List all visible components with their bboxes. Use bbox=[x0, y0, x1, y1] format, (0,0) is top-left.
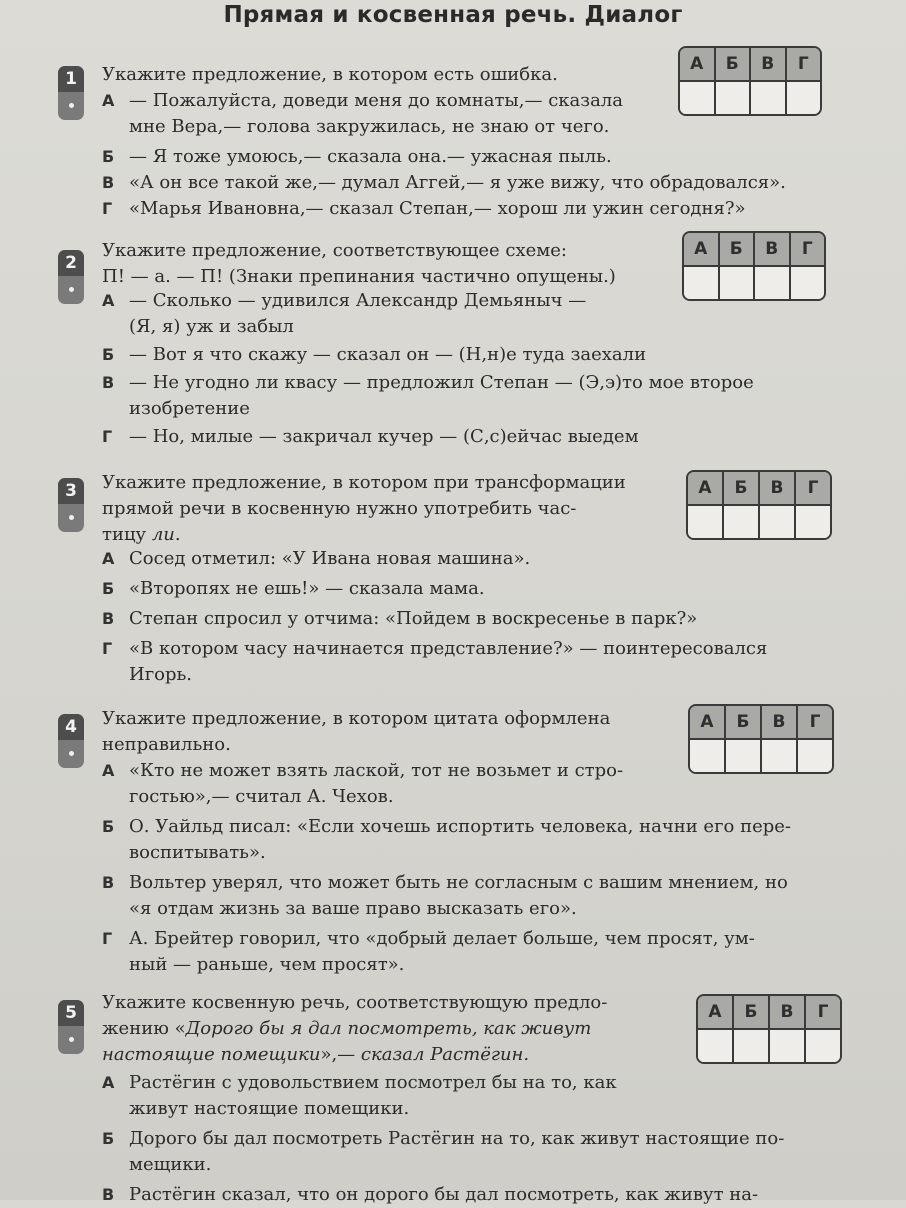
answer-cell-b[interactable] bbox=[714, 82, 750, 114]
option-b[interactable] bbox=[102, 814, 842, 866]
header-cell: А bbox=[698, 478, 712, 498]
question-text: »,— bbox=[320, 1044, 361, 1065]
header-cell: В bbox=[749, 48, 785, 80]
task-number: 1 bbox=[58, 66, 84, 92]
option-letter: В bbox=[102, 609, 115, 628]
task-question bbox=[102, 62, 662, 88]
task-number-badge bbox=[58, 66, 84, 120]
answer-grid-1 bbox=[678, 46, 822, 116]
option-letter: А bbox=[102, 761, 115, 780]
question-line: прямой речи в косвенную нужно употребить час- bbox=[102, 498, 577, 519]
header-cell: В bbox=[760, 706, 796, 738]
dot-icon bbox=[69, 751, 74, 756]
answer-grid-header bbox=[690, 706, 832, 738]
option-letter: Г bbox=[102, 199, 113, 218]
header-cell: А bbox=[708, 1002, 722, 1022]
option-line: Вольтер уверял, что может быть не согласным с вашим мнением, но bbox=[129, 872, 788, 893]
question-line bbox=[102, 1042, 672, 1068]
option-b[interactable] bbox=[102, 576, 832, 602]
question-italic: Дорого бы я дал посмотреть, как живут bbox=[185, 1018, 592, 1039]
option-letter: Б bbox=[102, 817, 115, 836]
option-v[interactable] bbox=[102, 606, 832, 632]
option-line: (Я, я) уж и забыл bbox=[129, 316, 294, 337]
option-line: «Марья Ивановна,— сказал Степан,— хорош ли ужин сегодня?» bbox=[129, 198, 746, 219]
answer-cell-v[interactable] bbox=[758, 506, 794, 538]
option-line: А. Брейтер говорил, что «добрый делает больше, чем просят, ум- bbox=[129, 928, 755, 949]
option-line: мне Вера,— голова закружилась, не знаю от чего. bbox=[129, 116, 610, 137]
answer-cell-g[interactable] bbox=[785, 82, 821, 114]
option-line: — Вот я что скажу — сказал он — (Н,н)е туда заехали bbox=[129, 344, 647, 365]
option-g[interactable] bbox=[102, 196, 822, 222]
option-letter: Б bbox=[102, 579, 115, 598]
option-b[interactable] bbox=[102, 144, 822, 170]
task-number: 3 bbox=[58, 478, 84, 504]
task-number-badge bbox=[58, 478, 84, 532]
option-line: — Не угодно ли квасу — предложил Степан — (Э,э)то мое второе bbox=[129, 372, 754, 393]
option-line: ный — раньше, чем просят». bbox=[129, 954, 405, 975]
option-v[interactable] bbox=[102, 870, 842, 922]
option-letter: Б bbox=[102, 345, 115, 364]
option-line: «я отдам жизнь за ваше право высказать его». bbox=[129, 898, 577, 919]
header-cell: Г bbox=[794, 472, 830, 504]
header-cell: А bbox=[690, 54, 704, 74]
answer-cell-a[interactable] bbox=[690, 740, 724, 772]
question-line bbox=[102, 1016, 672, 1042]
option-line: Растёгин сказал, что он дорого бы дал посмотреть, как живут на- bbox=[129, 1184, 759, 1205]
dot-icon bbox=[69, 287, 74, 292]
option-line: Растёгин с удовольствием посмотрел бы на то, как bbox=[129, 1072, 617, 1093]
option-line: воспитывать». bbox=[129, 842, 266, 863]
option-g[interactable] bbox=[102, 424, 832, 450]
option-line: Сосед отметил: «У Ивана новая машина». bbox=[129, 548, 531, 569]
answer-cell-v[interactable] bbox=[768, 1030, 804, 1062]
answer-cell-a[interactable] bbox=[684, 267, 718, 299]
task-question bbox=[102, 470, 662, 548]
question-italic: ли bbox=[151, 524, 175, 545]
answer-cell-g[interactable] bbox=[796, 740, 832, 772]
header-cell: В bbox=[758, 472, 794, 504]
answer-cell-b[interactable] bbox=[724, 740, 760, 772]
header-cell: В bbox=[753, 233, 789, 265]
answer-grid-header bbox=[684, 233, 824, 265]
task-number: 4 bbox=[58, 714, 84, 740]
question-text: жению « bbox=[102, 1018, 186, 1039]
option-line: — Сколько — удивился Александр Демьяныч — bbox=[129, 290, 587, 311]
answer-grid-5 bbox=[696, 994, 842, 1064]
answer-grid-header bbox=[680, 48, 820, 80]
option-letter: А bbox=[102, 91, 115, 110]
answer-grid-header bbox=[688, 472, 830, 504]
task-question bbox=[102, 238, 662, 290]
option-letter: Г bbox=[102, 639, 113, 658]
question-line: Укажите предложение, в котором при трансформации bbox=[102, 472, 626, 493]
question-line: Укажите предложение, соответствующее схеме: bbox=[102, 240, 567, 261]
answer-grid-3 bbox=[686, 470, 832, 540]
answer-options bbox=[102, 758, 842, 978]
option-letter: В bbox=[102, 173, 115, 192]
option-letter: В bbox=[102, 373, 115, 392]
option-letter: Б bbox=[102, 1129, 115, 1148]
answer-cell-a[interactable] bbox=[698, 1030, 732, 1062]
header-cell: Б bbox=[718, 233, 754, 265]
option-line: — Пожалуйста, доведи меня до комнаты,— сказала bbox=[129, 90, 623, 111]
answer-cell-g[interactable] bbox=[794, 506, 830, 538]
header-cell: Б bbox=[714, 48, 750, 80]
dot-icon bbox=[69, 515, 74, 520]
answer-options bbox=[102, 546, 832, 688]
header-cell: В bbox=[768, 996, 804, 1028]
option-a[interactable] bbox=[102, 1070, 842, 1122]
task-number-badge bbox=[58, 250, 84, 304]
page-title: Прямая и косвенная речь. Диалог bbox=[223, 2, 683, 28]
option-g[interactable] bbox=[102, 636, 832, 688]
answer-options bbox=[102, 288, 832, 450]
answer-grid-input-row bbox=[690, 738, 832, 772]
option-letter: В bbox=[102, 873, 115, 892]
answer-cell-b[interactable] bbox=[732, 1030, 768, 1062]
option-line: «В котором часу начинается представление?» — поинтересовался bbox=[129, 638, 768, 659]
answer-grid-input-row bbox=[684, 265, 824, 299]
task-number: 2 bbox=[58, 250, 84, 276]
answer-cell-b[interactable] bbox=[722, 506, 758, 538]
option-line: «Кто не может взять лаской, тот не возьмет и стро- bbox=[129, 760, 624, 781]
option-line: мещики. bbox=[129, 1154, 212, 1175]
header-cell: Г bbox=[785, 48, 821, 80]
option-line: «Второпях не ешь!» — сказала мама. bbox=[129, 578, 485, 599]
option-g[interactable] bbox=[102, 926, 842, 978]
question-line: Укажите предложение, в котором есть ошибка. bbox=[102, 64, 558, 85]
answer-cell-v[interactable] bbox=[760, 740, 796, 772]
question-line: П! — а. — П! (Знаки препинания частично опущены.) bbox=[102, 266, 616, 287]
question-text: тицу bbox=[102, 524, 152, 545]
question-italic: настоящие помещики bbox=[102, 1044, 321, 1065]
answer-cell-a[interactable] bbox=[680, 82, 714, 114]
option-line: живут настоящие помещики. bbox=[129, 1098, 410, 1119]
header-cell: А bbox=[694, 239, 708, 259]
option-a[interactable] bbox=[102, 546, 832, 572]
option-line: — Я тоже умоюсь,— сказала она.— ужасная пыль. bbox=[129, 146, 612, 167]
header-cell: А bbox=[700, 712, 714, 732]
option-v[interactable] bbox=[102, 170, 822, 196]
answer-cell-a[interactable] bbox=[688, 506, 722, 538]
dot-icon bbox=[69, 1037, 74, 1042]
option-letter: А bbox=[102, 291, 115, 310]
header-cell: Б bbox=[724, 706, 760, 738]
question-line: Укажите предложение, в котором цитата оформлена bbox=[102, 708, 611, 729]
task-question bbox=[102, 706, 662, 758]
option-line: изобретение bbox=[129, 398, 250, 419]
answer-cell-v[interactable] bbox=[753, 267, 789, 299]
option-letter: А bbox=[102, 1073, 115, 1092]
answer-grid-input-row bbox=[688, 504, 830, 538]
option-letter: Г bbox=[102, 929, 113, 948]
answer-grid-header bbox=[698, 996, 840, 1028]
option-v[interactable] bbox=[102, 370, 832, 422]
question-text: . bbox=[174, 524, 181, 545]
task-number: 5 bbox=[58, 1000, 84, 1026]
option-line: Дорого бы дал посмотреть Растёгин на то, как живут настоящие по- bbox=[129, 1128, 785, 1149]
option-b[interactable] bbox=[102, 1126, 842, 1178]
answer-cell-g[interactable] bbox=[789, 267, 825, 299]
answer-cell-g[interactable] bbox=[804, 1030, 840, 1062]
answer-cell-b[interactable] bbox=[718, 267, 754, 299]
option-line: «А он все такой же,— думал Аггей,— я уже вижу, что обрадовался». bbox=[129, 172, 786, 193]
option-letter: В bbox=[102, 1185, 115, 1204]
option-b[interactable] bbox=[102, 342, 832, 368]
answer-grid-input-row bbox=[698, 1028, 840, 1062]
option-letter: Б bbox=[102, 147, 115, 166]
option-line: Игорь. bbox=[129, 664, 193, 685]
answer-options bbox=[102, 1070, 842, 1208]
option-letter: Г bbox=[102, 427, 113, 446]
option-line: О. Уайльд писал: «Если хочешь испортить человека, начни его пере- bbox=[129, 816, 791, 837]
header-cell: Г bbox=[804, 996, 840, 1028]
question-line: неправильно. bbox=[102, 734, 231, 755]
task-question bbox=[102, 990, 672, 1068]
option-line: гостью»,— считал А. Чехов. bbox=[129, 786, 394, 807]
header-cell: Г bbox=[789, 233, 825, 265]
answer-cell-v[interactable] bbox=[749, 82, 785, 114]
dot-icon bbox=[69, 103, 74, 108]
answer-grid-input-row bbox=[680, 80, 820, 114]
header-cell: Б bbox=[732, 996, 768, 1028]
question-italic: сказал Растёгин. bbox=[360, 1044, 530, 1065]
option-letter: А bbox=[102, 549, 115, 568]
option-line: Степан спросил у отчима: «Пойдем в воскресенье в парк?» bbox=[129, 608, 698, 629]
answer-grid-2 bbox=[682, 231, 826, 301]
task-number-badge bbox=[58, 1000, 84, 1054]
option-line: — Но, милые — закричал кучер — (С,с)ейчас выедем bbox=[129, 426, 639, 447]
header-cell: Б bbox=[722, 472, 758, 504]
task-number-badge bbox=[58, 714, 84, 768]
answer-grid-4 bbox=[688, 704, 834, 774]
question-line bbox=[102, 522, 662, 548]
option-v[interactable] bbox=[102, 1182, 842, 1208]
question-line: Укажите косвенную речь, соответствующую предло- bbox=[102, 992, 608, 1013]
header-cell: Г bbox=[796, 706, 832, 738]
